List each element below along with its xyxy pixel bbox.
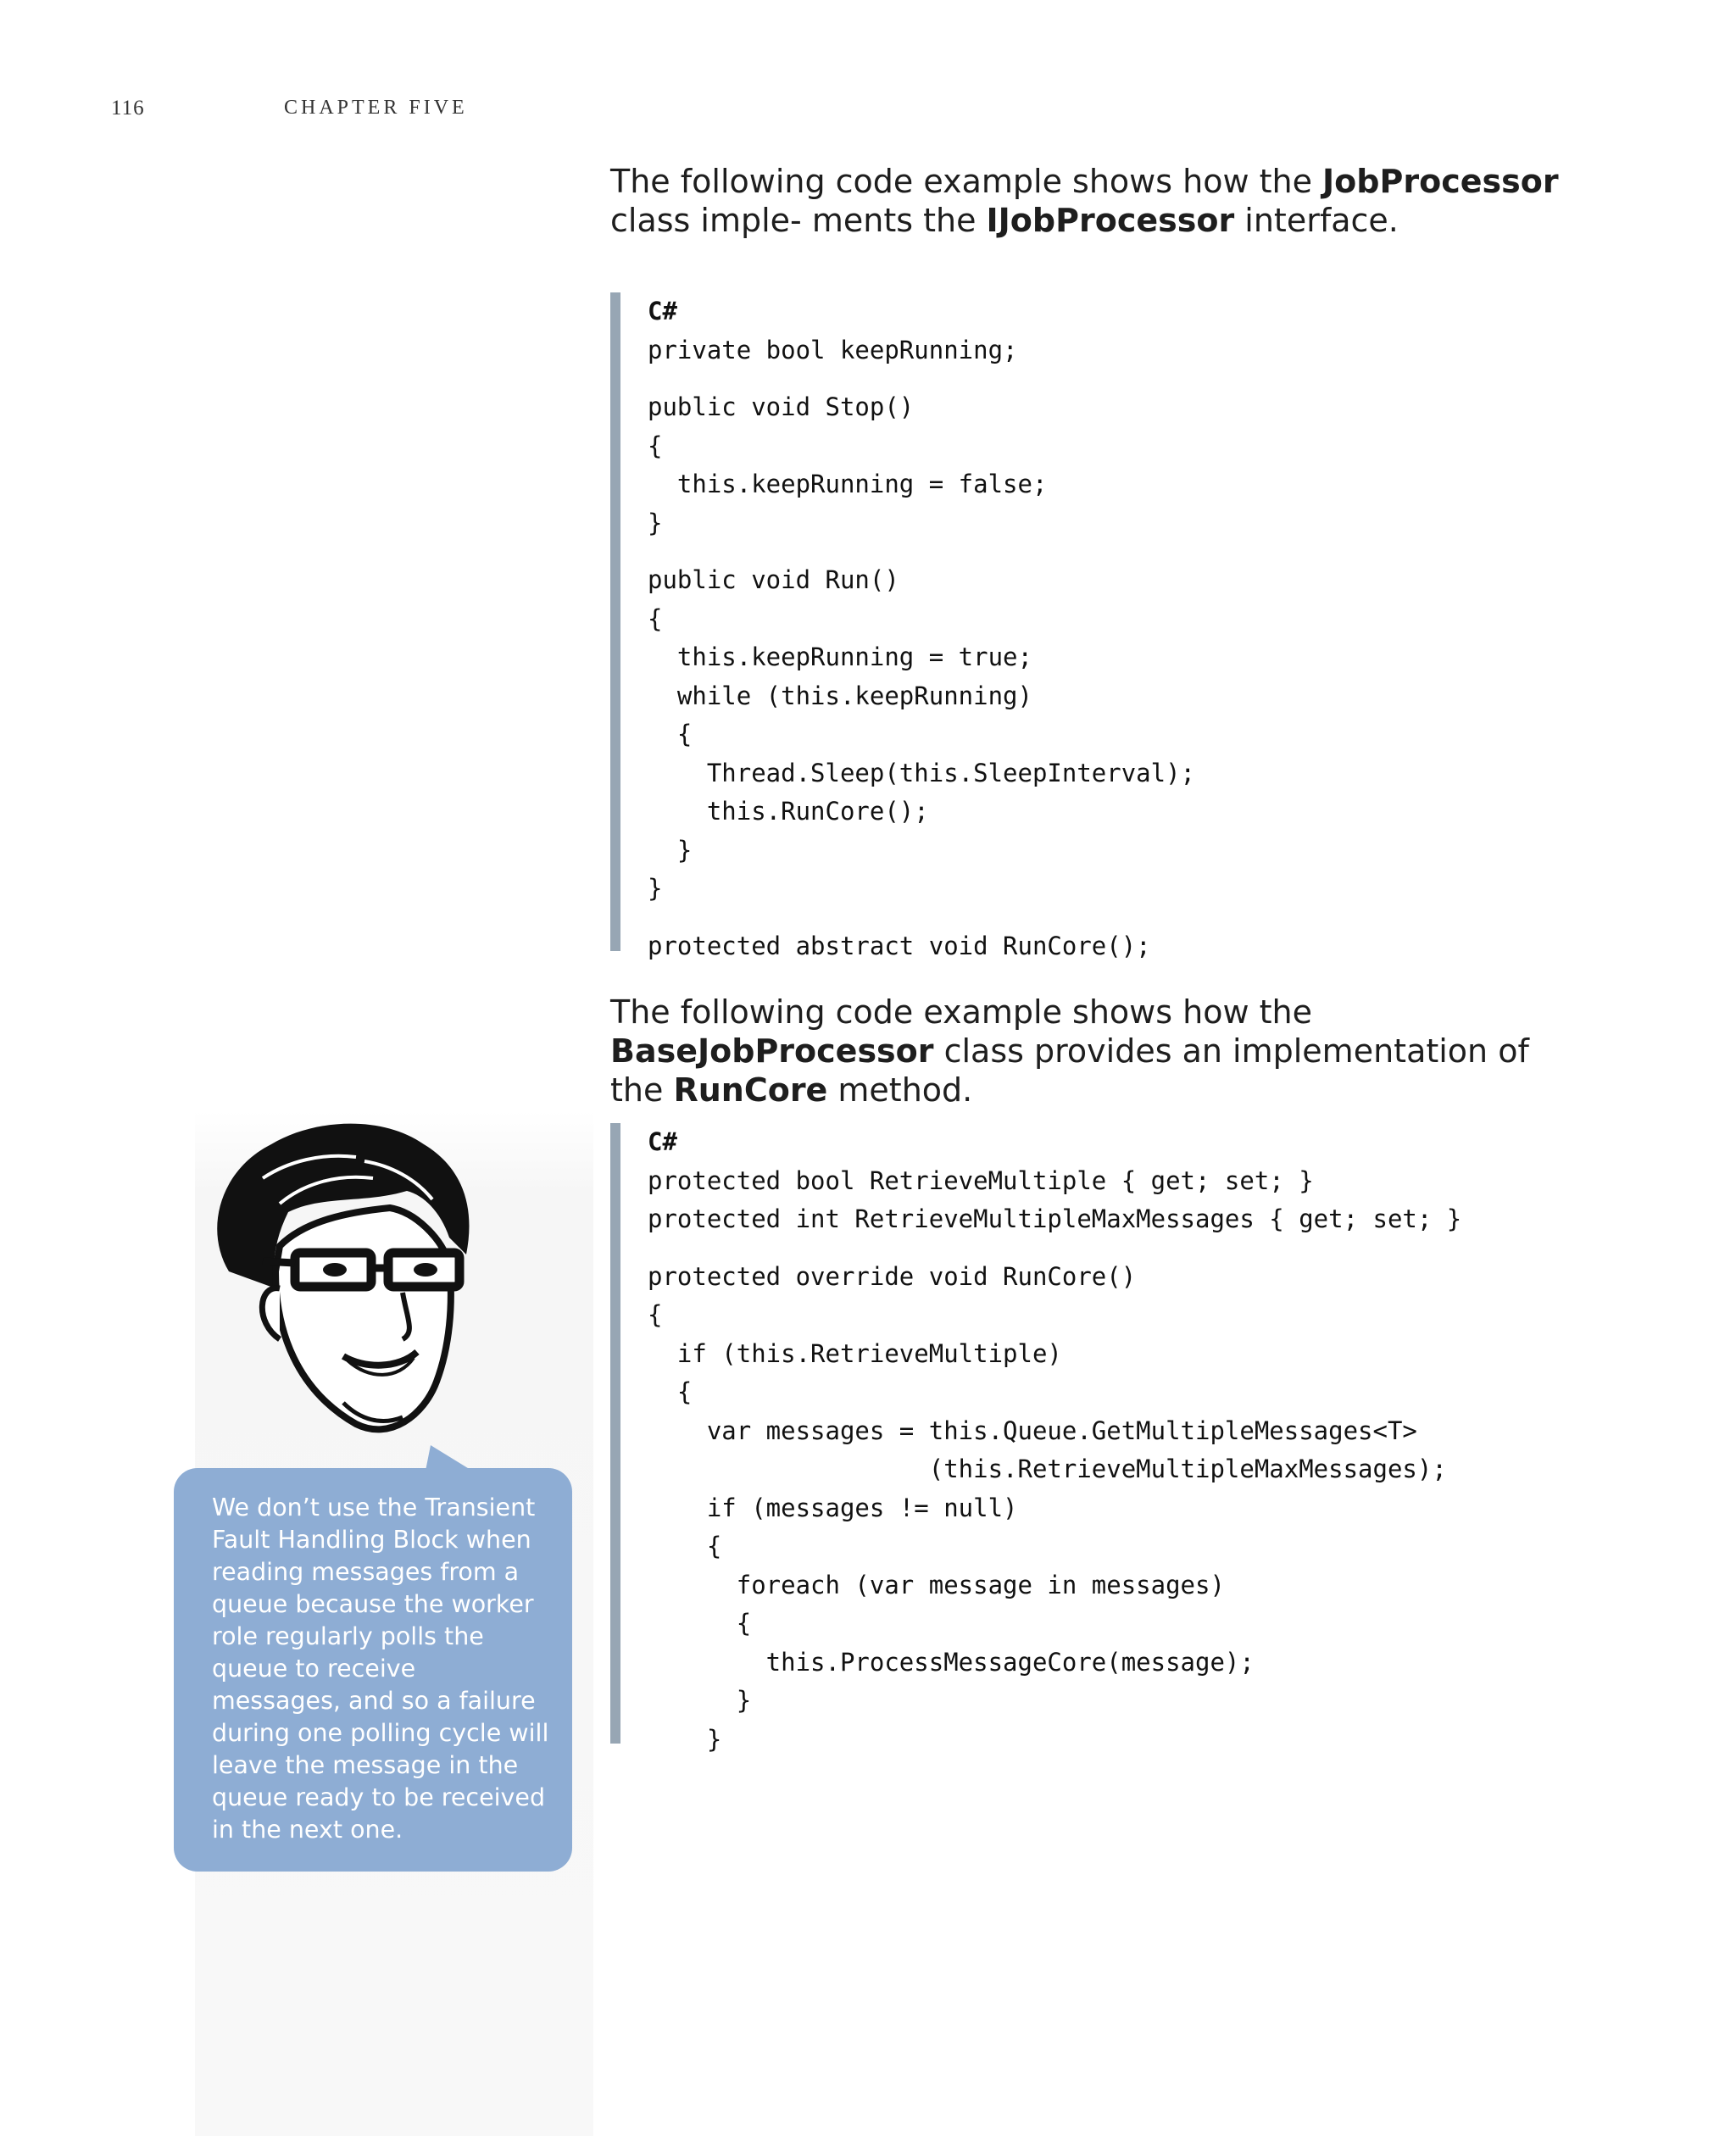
code-group [648,1162,1585,1239]
interface-name: IJobProcessor [986,202,1235,239]
code-line: protected bool RetrieveMultiple { get; set; } [648,1165,1314,1195]
code-group [648,331,1585,370]
intro-text: The following code example shows how the [610,993,1312,1031]
class-name-base-job-processor: BaseJobProcessor [610,1032,934,1070]
code-group [648,388,1585,542]
code-line: protected abstract void RunCore(); [648,931,1151,960]
intro-paragraph-base-job-processor [610,993,1585,1110]
code-line: { [648,604,663,633]
code-line: this.keepRunning = false; [648,470,1048,498]
page-number: 116 [111,97,145,120]
code-block-job-processor [610,292,1585,960]
code-line: Thread.Sleep(this.SleepInterval); [648,758,1196,787]
code-line: { [648,1377,693,1406]
code-group [648,927,1585,966]
code-line: while (this.keepRunning) [648,681,1032,710]
code-line: if (messages != null) [648,1493,1018,1522]
code-line: } [648,1686,752,1715]
code-line: } [648,508,663,537]
code-language-label: C# [648,297,677,325]
code-line: { [648,1609,752,1638]
cartoon-face-with-glasses-icon [195,1110,500,1441]
code-line: { [648,1300,663,1329]
code-language-label: C# [648,1127,677,1156]
intro-text: class provides an implementation of the [610,1032,1529,1109]
code-line: } [648,874,663,903]
code-line: { [648,1532,722,1560]
code-line: protected int RetrieveMultipleMaxMessages { get; set; } [648,1204,1462,1233]
code-group [648,1258,1585,1760]
code-line: { [648,431,663,460]
code-line: public void Run() [648,565,899,594]
code-line: private bool keepRunning; [648,335,1018,364]
code-line: this.keepRunning = true; [648,642,1032,671]
code-line: this.ProcessMessageCore(message); [648,1647,1255,1677]
code-line: public void Stop() [648,392,915,421]
intro-text: class imple- ments the [610,202,987,239]
code-line: } [648,1724,722,1754]
class-name-job-processor: JobProcessor [1322,163,1559,200]
method-name-run-core: RunCore [673,1071,828,1109]
code-block-base-job-processor [610,1123,1585,1754]
code-line: this.RunCore(); [648,797,929,826]
intro-text: method. [827,1071,973,1109]
code-line: if (this.RetrieveMultiple) [648,1338,1062,1368]
callout-text: We don’t use the Transient Fault Handling Block when reading messages from a queue because the worker role regularly polls the queue to receive messages, and so a failure during one polling cycle will leave the message in the queue ready to be received in the next one. [212,1494,549,1844]
code-line: protected override void RunCore() [648,1261,1137,1291]
code-line: var messages = this.Queue.GetMultipleMessages<T> [648,1416,1417,1445]
chapter-title: CHAPTER FIVE [284,97,468,119]
intro-text: interface. [1234,202,1399,239]
intro-paragraph-job-processor [610,162,1585,240]
code-line: foreach (var message in messages) [648,1570,1225,1599]
code-line: { [648,720,693,748]
intro-text: The following code example shows how the [610,163,1323,200]
code-line: (this.RetrieveMultipleMaxMessages); [648,1455,1447,1483]
code-group [648,561,1585,909]
code-line: } [648,835,693,865]
